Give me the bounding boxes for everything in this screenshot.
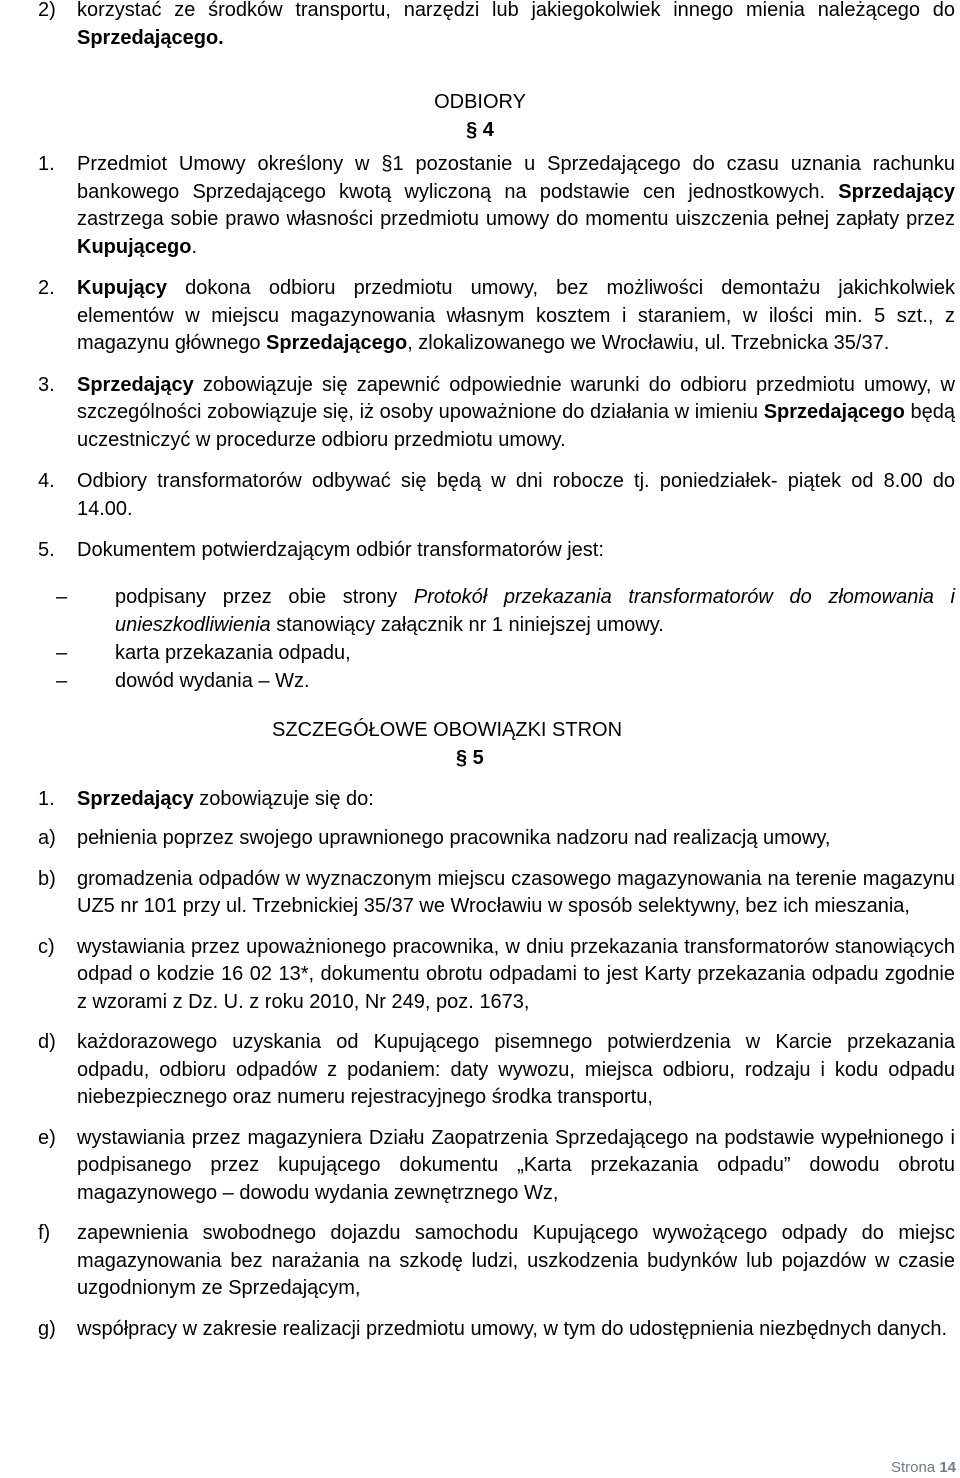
s5-list — [38, 825, 955, 1343]
dash-italic: Protokół przekazania transformatorów do złomowania i unieszkodliwienia — [115, 586, 956, 636]
s5-item-letter: d) — [38, 1031, 56, 1053]
s4-item-2-bold2: Sprzedającego — [266, 332, 408, 354]
s5-item-text: wystawiania przez upoważnionego pracownika, w dniu przekazania transformatorów stanowiących odpad o kodzie 16 02 13*, dokumentu obrotu odpadami to jest Karty przekazania odpadu zgodnie z wzorami z Dz. U. z roku 2010, Nr 249, poz. 1673, — [77, 935, 955, 1013]
section-5-title: SZCZEGÓŁOWE OBOWIĄZKI STRON — [272, 719, 623, 741]
s5-item-b — [38, 866, 955, 921]
documents-list-item-1 — [38, 583, 955, 639]
page-footer — [891, 1459, 956, 1476]
s4-item-2 — [38, 275, 955, 358]
s4-item-5 — [38, 537, 955, 565]
s5-item-a — [38, 825, 955, 853]
s5-item-letter: c) — [38, 935, 55, 958]
footer-page-number: 14 — [939, 1459, 956, 1476]
s4-item-1-text: Przedmiot Umowy określony w §1 pozostanie u Sprzedającego do czasu uznania rachunku bankowego Sprzedającego kwotą wyliczoną na podstawie cen jednostkowych. — [77, 153, 955, 203]
dash-text2: stanowiący załącznik nr 1 niniejszej umowy. — [270, 614, 664, 636]
s4-item-3 — [38, 372, 955, 455]
dash-text: karta przekazania odpadu, — [115, 642, 351, 664]
s5-item-g — [38, 1316, 955, 1344]
s5-item-f — [38, 1220, 955, 1303]
s5-intro — [38, 786, 955, 814]
s4-item-2-text3: , zlokalizowanego we Wrocławiu, ul. Trzebnicka 35/37. — [407, 332, 890, 354]
s4-item-2-text: dokona odbioru przedmiotu umowy, bez możliwości demontażu jakichkolwiek elementów w miejscu magazynowania własnym kosztem i staraniem, w ilości min. 5 szt. — [77, 277, 955, 327]
s5-item-text: gromadzenia odpadów w wyznaczonym miejscu czasowego magazynowania na terenie magazynu UZ5 nr 101 przy ul. Trzebnickiej 35/37 we Wrocławiu w sposób selektywny, bez ich mieszania, — [77, 867, 955, 917]
dash-text: dowód wydania – Wz. — [115, 670, 310, 692]
s4-item-2-number: 2. — [38, 277, 55, 299]
s5-item-text: współpracy w zakresie realizacji przedmiotu umowy, w tym do udostępnienia niezbędnych danych. — [77, 1317, 948, 1340]
documents-list-item-2 — [38, 639, 955, 667]
s5-item-letter: a) — [38, 827, 56, 849]
s5-item-letter: g) — [38, 1317, 56, 1340]
s5-item-c — [38, 934, 955, 1017]
s4-item-3-bold2: Sprzedającego — [763, 401, 905, 423]
s4-item-1-bold2: Kupującego — [77, 235, 192, 258]
section-4-mark: § 4 — [466, 119, 494, 141]
s4-item-3-bold: Sprzedający — [77, 373, 194, 396]
section-5-mark: § 5 — [456, 747, 484, 769]
dash-bullet: – — [56, 642, 68, 664]
documents-list — [38, 583, 955, 695]
s4-item-1-text2: zastrzega sobie prawo własności przedmiotu umowy do momentu uiszczenia pełnej zapłaty przez — [77, 208, 955, 230]
s5-intro-number: 1. — [38, 788, 55, 810]
s4-item-1-text3: . — [191, 235, 198, 258]
dash-bullet: – — [56, 670, 68, 692]
s5-item-text: wystawiania przez magazyniera Działu Zaopatrzenia Sprzedającego na podstawie wypełnionego i podpisanego przez kupującego dokumentu „Karta przekazania odpadu” dowodu obrotu magazynowego – dowodu wydania zewnętrznego Wz, — [77, 1126, 955, 1204]
s5-item-text: zapewnienia swobodnego dojazdu samochodu Kupującego wywożącego odpady do miejsc magazynowania bez narażania na szkodę ludzi, uszkodzenia budynków lub pojazdów w czasie uzgodnionym ze Sprzedającym, — [77, 1222, 955, 1299]
s5-item-letter: b) — [38, 867, 56, 890]
section-4-list — [38, 151, 955, 565]
footer-label: Strona — [890, 1459, 936, 1476]
documents-list-item-3 — [38, 667, 955, 695]
s5-item-letter: e) — [38, 1126, 56, 1149]
s4-item-3-text: zobowiązuje się zapewnić odpowiednie warunki do odbioru przedmiotu umowy, w szczególności zobowiązuje się, iż osoby upoważnione do działania w imieniu — [77, 373, 955, 423]
s4-item-2-bold: Kupujący — [77, 277, 168, 299]
s5-intro-bold: Sprzedający — [77, 788, 194, 810]
s4-item-2-text2: , z magazynu głównego — [77, 304, 955, 354]
s5-item-text: pełnienia poprzez swojego uprawnionego pracownika nadzoru nad realizacją umowy, — [77, 827, 831, 849]
s4-item-5-number: 5. — [38, 539, 55, 561]
intro-item-text: korzystać ze środków transportu, narzędzi lub jakiegokolwiek innego mienia należącego do — [77, 0, 955, 21]
intro-item-bold: Sprzedającego. — [77, 26, 224, 49]
s5-item-letter: f) — [38, 1222, 51, 1244]
s4-item-4-number: 4. — [38, 470, 55, 492]
s4-item-4-text: Odbiory transformatorów odbywać się będą w dni robocze tj. poniedziałek- piątek od 8.00 do 14.00. — [77, 470, 955, 520]
s5-item-text: każdorazowego uzyskania od Kupującego pisemnego potwierdzenia w Karcie przekazania odpadu, odbioru odpadów z podaniem: daty wywozu, miejsca odbioru, rodzaju i kodu odpadu niebezpiecznego oraz numeru rejestracyjnego środka transportu, — [77, 1031, 955, 1108]
s4-item-3-number: 3. — [38, 373, 55, 396]
s5-intro-text: zobowiązuje się do: — [193, 788, 374, 810]
intro-item-number: 2) — [38, 0, 56, 21]
s4-item-1-bold: Sprzedający — [838, 180, 955, 203]
s4-item-4 — [38, 468, 955, 523]
dash-bullet: – — [56, 586, 68, 608]
s4-item-1 — [38, 151, 955, 261]
s4-item-5-text: Dokumentem potwierdzającym odbiór transformatorów jest: — [77, 539, 604, 561]
s5-item-d — [38, 1029, 955, 1112]
section-4-title: ODBIORY — [434, 91, 526, 113]
s5-item-e — [38, 1125, 955, 1208]
dash-text: podpisany przez obie strony — [115, 586, 414, 608]
s4-item-3-text2: będą uczestniczyć w procedurze odbioru przedmiotu umowy. — [77, 401, 955, 451]
intro-item — [38, 0, 955, 52]
s4-item-1-number: 1. — [38, 153, 55, 175]
